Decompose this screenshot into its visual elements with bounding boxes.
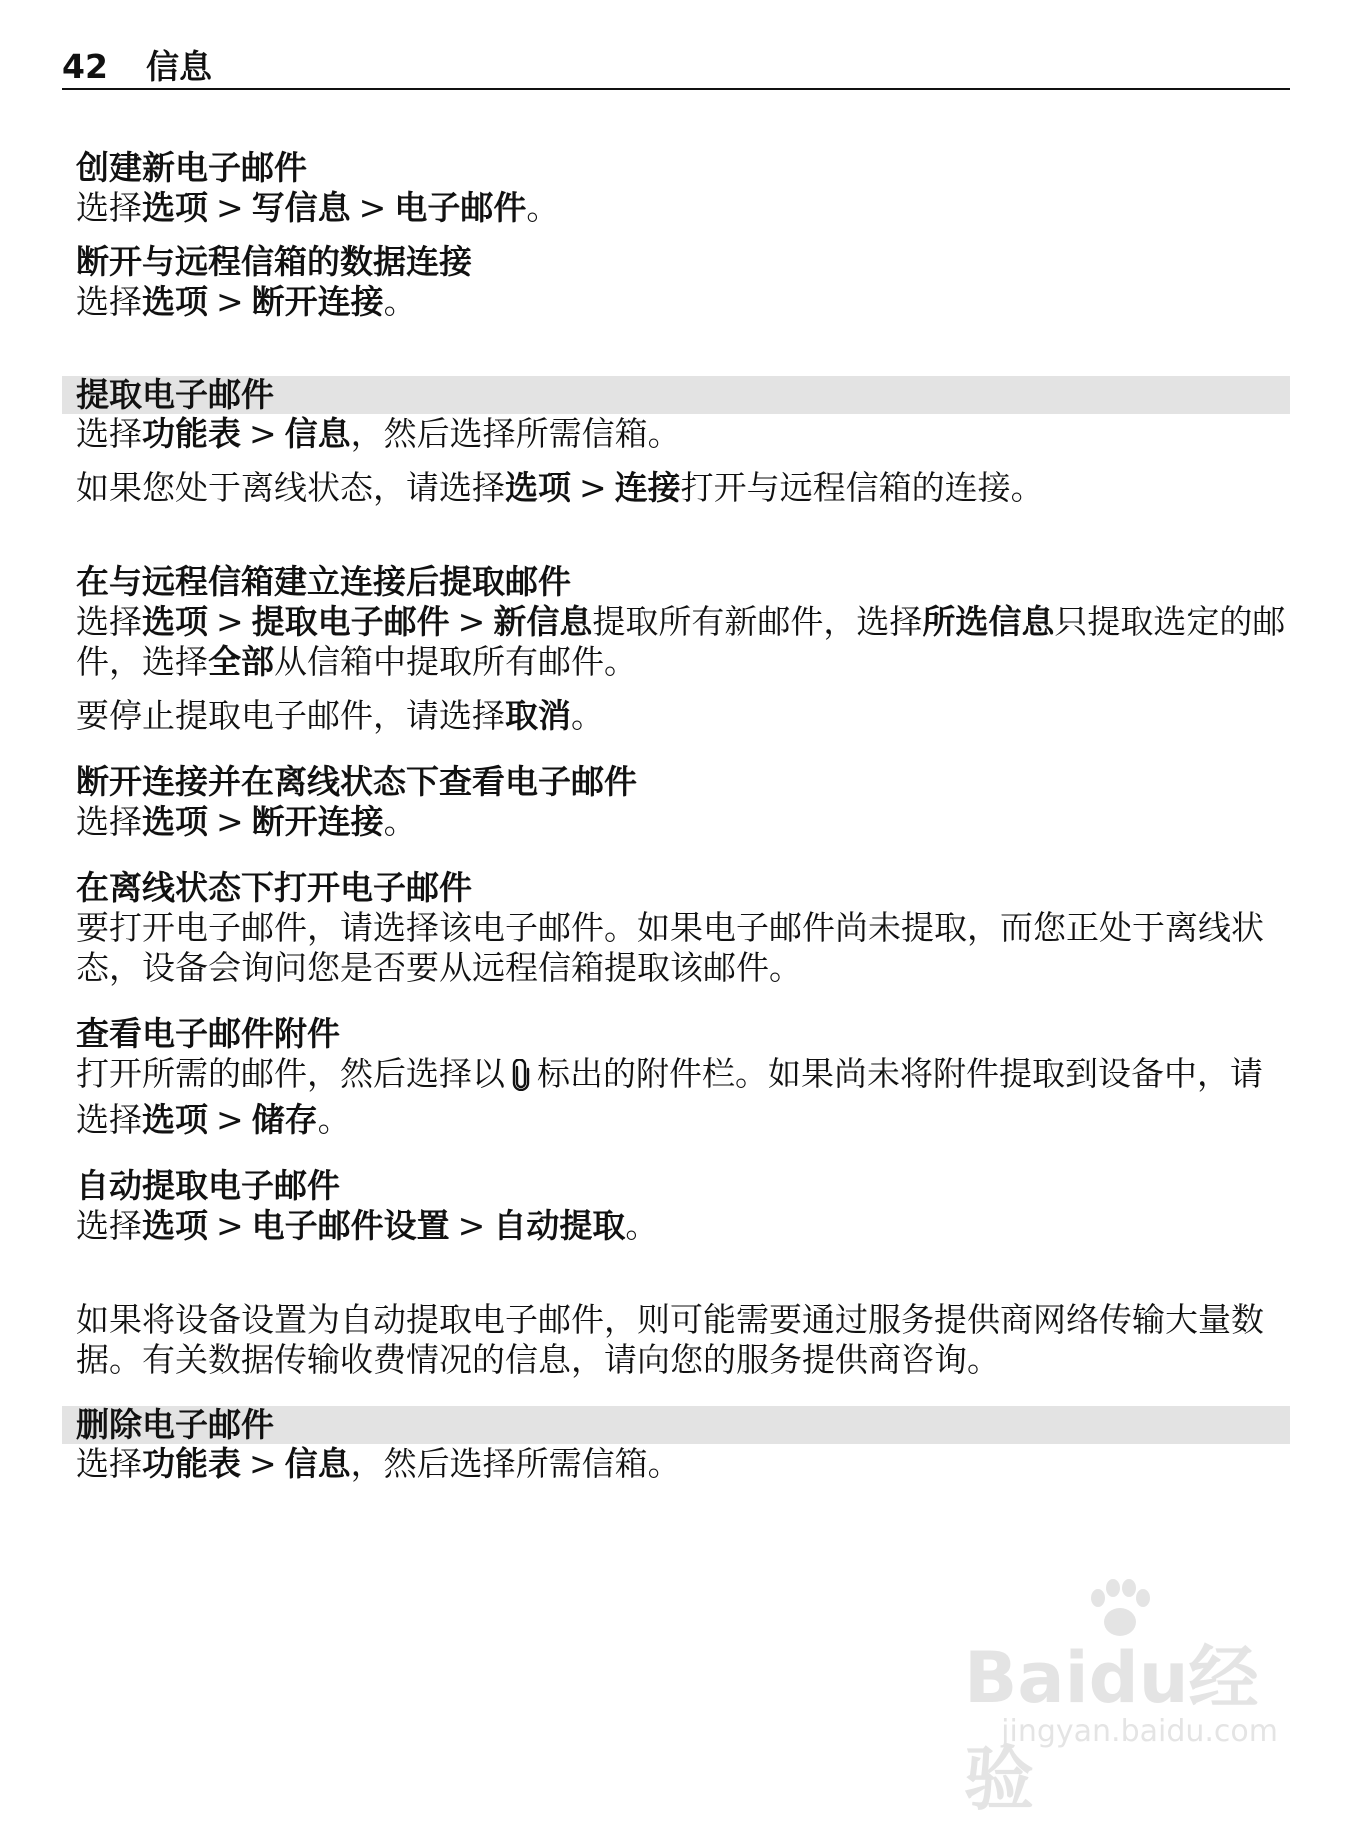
heading-disconnect-offline: 断开连接并在离线状态下查看电子邮件 (76, 762, 637, 801)
paperclip-icon (511, 1059, 531, 1100)
para-disconnect-offline: 选择选项 > 断开连接。 (76, 802, 417, 841)
heading-disconnect-remote: 断开与远程信箱的数据连接 (76, 242, 472, 281)
heading-create-email: 创建新电子邮件 (76, 148, 307, 187)
para-retrieve-2: 如果您处于离线状态，请选择选项 > 连接打开与远程信箱的连接。 (76, 468, 1044, 507)
page-number: 42 (62, 47, 108, 86)
section-retrieve-email: 提取电子邮件 (62, 376, 1290, 414)
para-open-offline: 要打开电子邮件，请选择该电子邮件。如果电子邮件尚未提取，而您正处于离线状态，设备会询问您是否要从远程信箱提取该邮件。 (76, 908, 1264, 987)
para-delete-email: 选择功能表 > 信息，然后选择所需信箱。 (76, 1444, 681, 1483)
chapter-title: 信息 (146, 47, 212, 86)
para-create-email: 选择选项 > 写信息 > 电子邮件。 (76, 188, 560, 227)
para-stop-retrieve: 要停止提取电子邮件，请选择取消。 (76, 696, 604, 735)
para-retrieve-1: 选择功能表 > 信息，然后选择所需信箱。 (76, 414, 681, 453)
watermark-url: jingyan.baidu.com (1001, 1714, 1278, 1749)
heading-open-offline: 在离线状态下打开电子邮件 (76, 868, 472, 907)
heading-auto-retrieve: 自动提取电子邮件 (76, 1166, 340, 1205)
heading-retrieve-after-connect: 在与远程信箱建立连接后提取邮件 (76, 562, 571, 601)
section-delete-email: 删除电子邮件 (62, 1406, 1290, 1444)
para-disconnect-remote: 选择选项 > 断开连接。 (76, 282, 417, 321)
para-auto-retrieve: 选择选项 > 电子邮件设置 > 自动提取。 (76, 1206, 659, 1245)
para-retrieve-after-connect: 选择选项 > 提取电子邮件 > 新信息提取所有新邮件，选择所选信息只提取选定的邮件，选择全部从信箱中提取所有邮件。 (76, 602, 1286, 681)
page-header (62, 46, 1290, 90)
page-content (76, 148, 1286, 1484)
heading-view-attachments: 查看电子邮件附件 (76, 1014, 340, 1053)
para-auto-retrieve-note: 如果将设备设置为自动提取电子邮件，则可能需要通过服务提供商网络传输大量数据。有关数据传输收费情况的信息，请向您的服务提供商咨询。 (76, 1300, 1264, 1379)
watermark-brand: Baidu经验 (964, 1637, 1259, 1820)
baidu-watermark (964, 1622, 1284, 1820)
para-view-attachments: 打开所需的邮件，然后选择以 标出的附件栏。如果尚未将附件提取到设备中，请选择选项 > 储存。 (76, 1054, 1263, 1139)
